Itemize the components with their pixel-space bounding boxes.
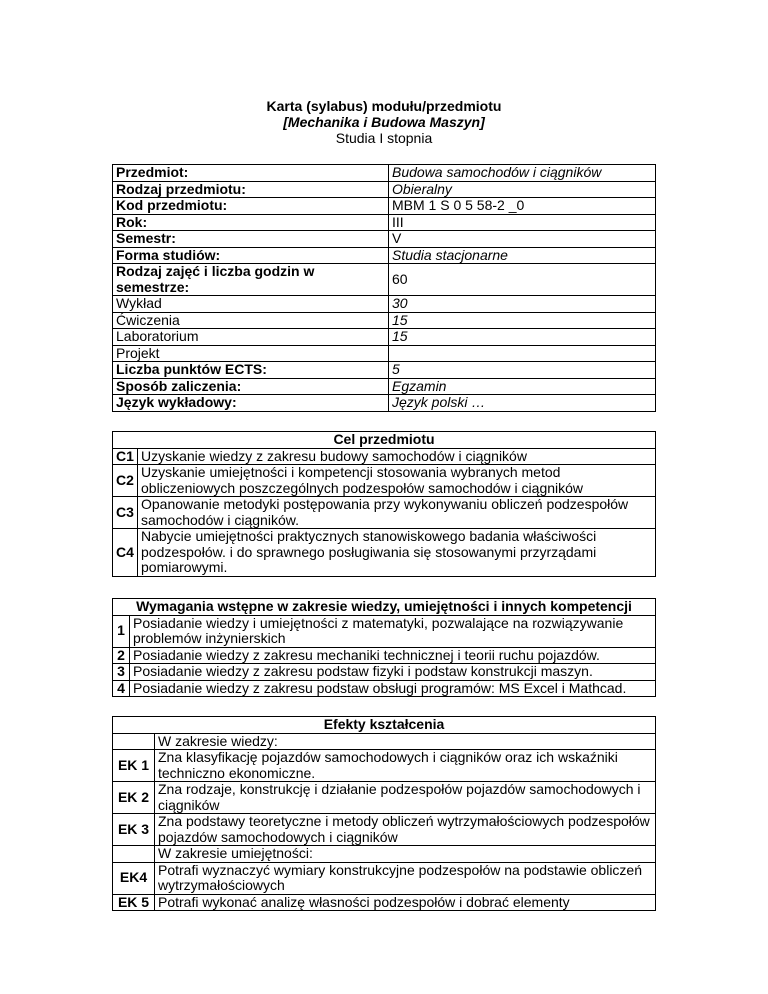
outcome-text: W zakresie umiejętności: bbox=[155, 846, 656, 863]
outcome-code bbox=[113, 846, 155, 863]
outcome-text: Zna rodzaje, konstrukcję i działanie podzespołów pojazdów samochodowych i ciągników bbox=[155, 782, 656, 814]
goals-title: Cel przedmiotu bbox=[113, 432, 656, 449]
info-row bbox=[113, 395, 656, 412]
goal-row bbox=[113, 448, 656, 465]
outcome-row bbox=[113, 750, 656, 782]
outcome-row bbox=[113, 814, 656, 846]
goal-code: C3 bbox=[113, 497, 138, 529]
info-label: Sposób zaliczenia: bbox=[113, 378, 389, 395]
outcome-code: EK 2 bbox=[113, 782, 155, 814]
outcome-row bbox=[113, 894, 656, 911]
course-goals-table bbox=[112, 431, 656, 577]
requirement-code: 3 bbox=[113, 664, 130, 681]
outcomes-title: Efekty kształcenia bbox=[113, 717, 656, 734]
outcome-row bbox=[113, 782, 656, 814]
outcome-code: EK 1 bbox=[113, 750, 155, 782]
outcome-code: EK 5 bbox=[113, 894, 155, 911]
info-label: Język wykładowy: bbox=[113, 395, 389, 412]
info-row bbox=[113, 378, 656, 395]
info-label: Wykład bbox=[113, 296, 389, 313]
info-value: III bbox=[389, 214, 656, 231]
document-header bbox=[0, 98, 768, 146]
info-value: 60 bbox=[389, 264, 656, 296]
info-label: Forma studiów: bbox=[113, 247, 389, 264]
info-row bbox=[113, 181, 656, 198]
goal-code: C2 bbox=[113, 465, 138, 497]
goal-row bbox=[113, 529, 656, 577]
goal-code: C4 bbox=[113, 529, 138, 577]
outcome-code: EK 3 bbox=[113, 814, 155, 846]
outcome-code: EK4 bbox=[113, 862, 155, 894]
requirements-title: Wymagania wstępne w zakresie wiedzy, umiejętności i innych kompetencji bbox=[113, 599, 656, 616]
info-label: Projekt bbox=[113, 345, 389, 362]
info-value: Obieralny bbox=[389, 181, 656, 198]
requirement-text: Posiadanie wiedzy i umiejętności z matematyki, pozwalające na rozwiązywanie problemów inżynierskich bbox=[130, 615, 656, 647]
study-level: Studia I stopnia bbox=[335, 130, 433, 146]
info-value: Budowa samochodów i ciągników bbox=[389, 165, 656, 182]
requirement-text: Posiadanie wiedzy z zakresu mechaniki technicznej i teorii ruchu pojazdów. bbox=[130, 647, 656, 664]
document-subtitle: [Mechanika i Budowa Maszyn] bbox=[283, 114, 485, 130]
outcome-row bbox=[113, 862, 656, 894]
info-value: 5 bbox=[389, 362, 656, 379]
info-row bbox=[113, 296, 656, 313]
info-label: Kod przedmiotu: bbox=[113, 198, 389, 215]
info-value: Język polski … bbox=[389, 395, 656, 412]
info-label: Liczba punktów ECTS: bbox=[113, 362, 389, 379]
info-label: Przedmiot: bbox=[113, 165, 389, 182]
course-info-table bbox=[112, 164, 656, 412]
info-row bbox=[113, 231, 656, 248]
requirement-row bbox=[113, 680, 656, 697]
info-label: Laboratorium bbox=[113, 329, 389, 346]
outcome-row bbox=[113, 846, 656, 863]
info-label: Rok: bbox=[113, 214, 389, 231]
outcome-row bbox=[113, 733, 656, 750]
info-row bbox=[113, 198, 656, 215]
info-row bbox=[113, 312, 656, 329]
requirement-text: Posiadanie wiedzy z zakresu podstaw fizyki i podstaw konstrukcji maszyn. bbox=[130, 664, 656, 681]
outcome-text: Potrafi wyznaczyć wymiary konstrukcyjne podzespołów na podstawie obliczeń wytrzymałościowych bbox=[155, 862, 656, 894]
goal-text: Nabycie umiejętności praktycznych stanowiskowego badania właściwości podzespołów. i do sprawnego posługiwania się stosowanymi przyrządami pomiarowymi. bbox=[138, 529, 656, 577]
goal-text: Uzyskanie wiedzy z zakresu budowy samochodów i ciągników bbox=[138, 448, 656, 465]
document-title: Karta (sylabus) modułu/przedmiotu bbox=[266, 98, 502, 114]
info-value: Studia stacjonarne bbox=[389, 247, 656, 264]
requirement-row bbox=[113, 664, 656, 681]
info-value: MBM 1 S 0 5 58-2 _0 bbox=[389, 198, 656, 215]
requirement-code: 1 bbox=[113, 615, 130, 647]
goal-text: Uzyskanie umiejętności i kompetencji stosowania wybranych metod obliczeniowych poszczególnych podzespołów samochodów i ciągników bbox=[138, 465, 656, 497]
goal-row bbox=[113, 465, 656, 497]
info-row bbox=[113, 264, 656, 296]
info-row bbox=[113, 247, 656, 264]
requirement-code: 2 bbox=[113, 647, 130, 664]
requirement-row bbox=[113, 615, 656, 647]
outcome-text: W zakresie wiedzy: bbox=[155, 733, 656, 750]
outcome-text: Potrafi wykonać analizę własności podzespołów i dobrać elementy bbox=[155, 894, 656, 911]
goal-text: Opanowanie metodyki postępowania przy wykonywaniu obliczeń podzespołów samochodów i ciągników. bbox=[138, 497, 656, 529]
info-value: 15 bbox=[389, 329, 656, 346]
info-row bbox=[113, 329, 656, 346]
requirement-text: Posiadanie wiedzy z zakresu podstaw obsługi programów: MS Excel i Mathcad. bbox=[130, 680, 656, 697]
info-value: V bbox=[389, 231, 656, 248]
goal-code: C1 bbox=[113, 448, 138, 465]
info-value bbox=[389, 345, 656, 362]
info-row bbox=[113, 165, 656, 182]
info-row bbox=[113, 362, 656, 379]
requirements-table bbox=[112, 598, 656, 697]
info-value: 30 bbox=[389, 296, 656, 313]
info-label: Rodzaj zajęć i liczba godzin w semestrze: bbox=[113, 264, 389, 296]
info-row bbox=[113, 345, 656, 362]
info-label: Rodzaj przedmiotu: bbox=[113, 181, 389, 198]
requirement-row bbox=[113, 647, 656, 664]
learning-outcomes-table bbox=[112, 716, 656, 911]
outcome-text: Zna podstawy teoretyczne i metody obliczeń wytrzymałościowych podzespołów pojazdów samochodowych i ciągników bbox=[155, 814, 656, 846]
outcome-text: Zna klasyfikację pojazdów samochodowych i ciągników oraz ich wskaźniki techniczno ekonomiczne. bbox=[155, 750, 656, 782]
requirement-code: 4 bbox=[113, 680, 130, 697]
goal-row bbox=[113, 497, 656, 529]
outcome-code bbox=[113, 733, 155, 750]
info-label: Ćwiczenia bbox=[113, 312, 389, 329]
info-value: 15 bbox=[389, 312, 656, 329]
info-label: Semestr: bbox=[113, 231, 389, 248]
info-value: Egzamin bbox=[389, 378, 656, 395]
info-row bbox=[113, 214, 656, 231]
